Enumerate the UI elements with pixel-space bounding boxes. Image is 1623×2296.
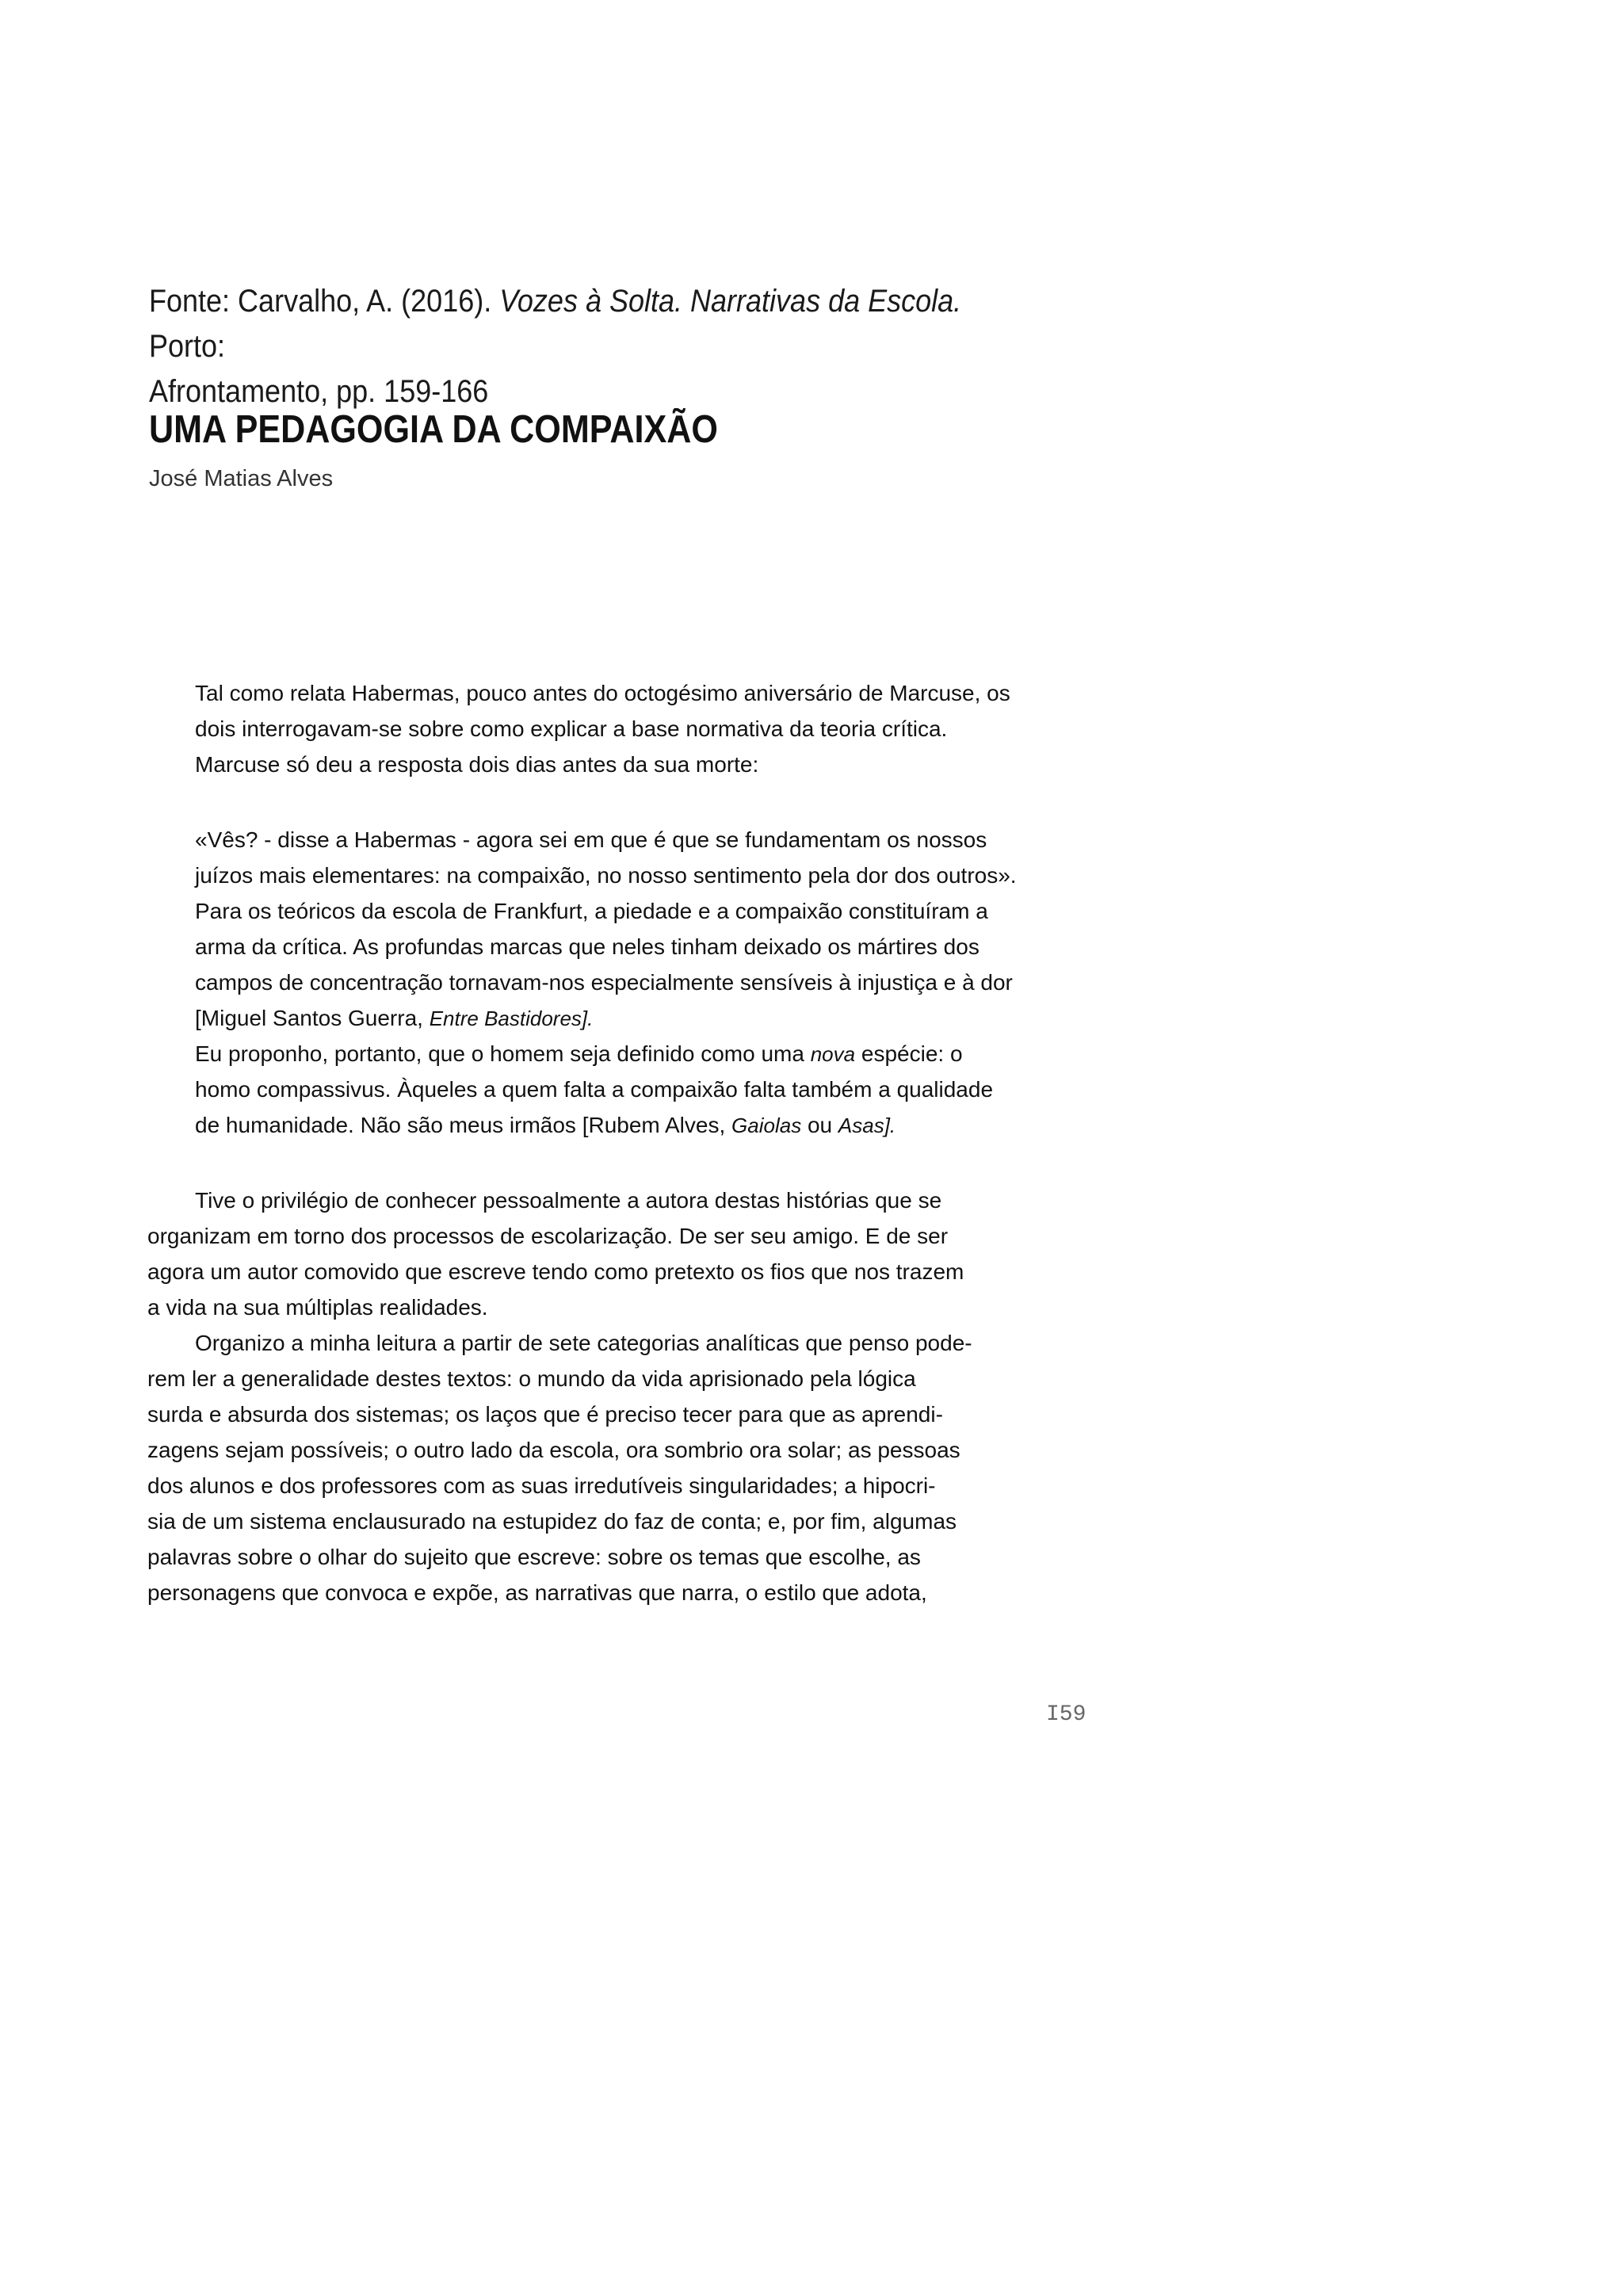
emphasis-word: nova (810, 1042, 856, 1066)
text-line: organizam em torno dos processos de escolarização. De ser seu amigo. E de ser (147, 1224, 949, 1248)
text-line: rem ler a generalidade destes textos: o mundo da vida aprisionado pela lógica (147, 1366, 916, 1391)
text-line: juízos mais elementares: na compaixão, no nosso sentimento pela dor dos outros». (195, 863, 1017, 888)
text-line (195, 1036, 1098, 1072)
text-line: Para os teóricos da escola de Frankfurt, a piedade e a compaixão constituíram a (195, 899, 988, 923)
body-text (147, 1182, 1051, 1610)
text-line: Organizo a minha leitura a partir de sete categorias analíticas que penso pode- (195, 1331, 972, 1355)
text-line: sia de um sistema enclausurado na estupidez do faz de conta; e, por fim, algumas (147, 1509, 957, 1534)
page-number: I59 (1046, 1702, 1086, 1727)
citation-author: [Miguel Santos Guerra, (195, 1006, 430, 1030)
source-book-title: Vozes à Solta. Narrativas da Escola. (499, 284, 962, 319)
text-line: a vida na sua múltiplas realidades. (147, 1295, 488, 1320)
author-name: José Matias Alves (149, 466, 334, 491)
text-line: arma da crítica. As profundas marcas que neles tinham deixado os mártires dos (195, 934, 980, 959)
source-publisher: Afrontamento, pp. 159-166 (149, 374, 489, 409)
text-fragment: Eu proponho, portanto, que o homem seja definido como uma (195, 1041, 811, 1066)
citation-title: Entre Bastidores]. (429, 1007, 594, 1030)
text-line: Tal como relata Habermas, pouco antes do octogésimo aniversário de Marcuse, os (195, 681, 1010, 705)
text-line: zagens sejam possíveis; o outro lado da escola, ora sombrio ora solar; as pessoas (147, 1438, 960, 1462)
citation-title: Gaiolas (731, 1114, 802, 1137)
text-line: Tive o privilégio de conhecer pessoalmente a autora destas histórias que se (195, 1188, 942, 1213)
citation-guerra (195, 1000, 1098, 1036)
text-line: agora um autor comovido que escreve tendo como pretexto os fios que nos trazem (147, 1259, 964, 1284)
text-line: campos de concentração tornavam-nos especialmente sensíveis à injustiça e à dor (195, 970, 1013, 995)
text-line: surda e absurda dos sistemas; os laços que é preciso tecer para que as aprendi- (147, 1402, 943, 1427)
text-line: «Vês? - disse a Habermas - agora sei em que é que se fundamentam os nossos (195, 827, 987, 852)
text-line: dos alunos e dos professores com as suas irredutíveis singularidades; a hipocri- (147, 1473, 936, 1498)
source-prefix: Fonte: Carvalho, A. (2016). (149, 284, 500, 319)
text-line: personagens que convoca e expõe, as narrativas que narra, o estilo que adota, (147, 1580, 927, 1605)
citation-title: Asas]. (838, 1114, 896, 1137)
source-suffix: Porto: (149, 329, 226, 364)
text-line: Marcuse só deu a resposta dois dias antes da sua morte: (195, 752, 759, 777)
text-line: homo compassivus. Àqueles a quem falta a compaixão falta também a qualidade (195, 1077, 994, 1102)
text-line: dois interrogavam-se sobre como explicar a base normativa da teoria crítica. (195, 716, 948, 741)
citation-author: de humanidade. Não são meus irmãos [Rubem Alves, (195, 1113, 732, 1137)
source-citation (149, 279, 1019, 415)
text-fragment: espécie: o (855, 1041, 963, 1066)
text-line: palavras sobre o olhar do sujeito que escreve: sobre os temas que escolhe, as (147, 1545, 921, 1569)
page-title: UMA PEDAGOGIA DA COMPAIXÃO (149, 408, 718, 451)
text-fragment: ou (801, 1113, 838, 1137)
epigraph-quote (195, 822, 1098, 1143)
citation-alves (195, 1107, 1098, 1143)
intro-paragraph (195, 675, 1098, 782)
